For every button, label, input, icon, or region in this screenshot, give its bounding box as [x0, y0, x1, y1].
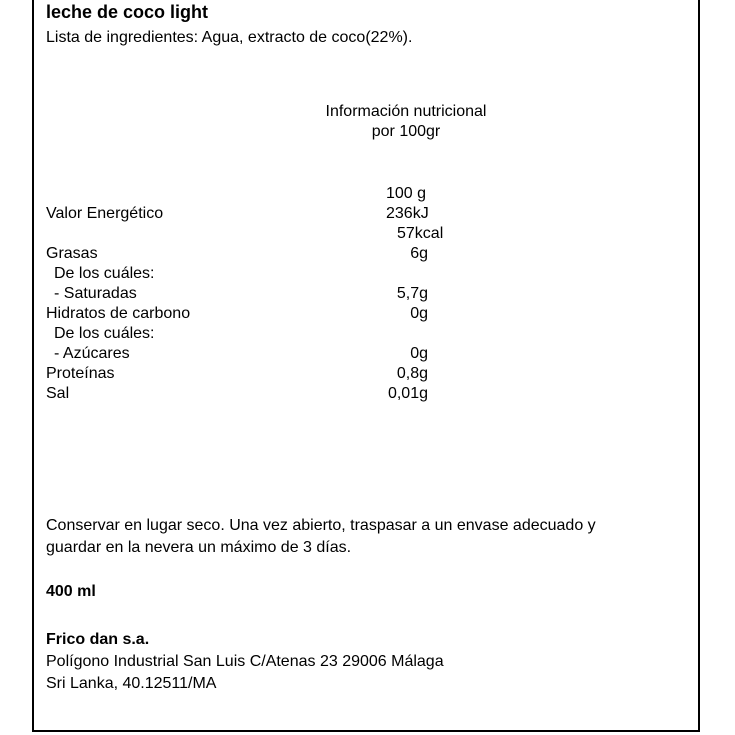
product-volume: 400 ml — [46, 583, 96, 600]
product-label — [32, 0, 700, 732]
nutrient-label: - Saturadas — [54, 285, 137, 302]
energy-kj-value: 236kJ — [386, 205, 429, 222]
nutrient-label: Sal — [46, 385, 70, 402]
storage-instructions: Conservar en lugar seco. Una vez abierto, traspasar a un envase adecuado y — [46, 517, 596, 534]
product-title: leche de coco light — [46, 2, 209, 22]
company-name: Frico dan s.a. — [46, 631, 150, 648]
nutrient-value: 0g — [410, 305, 428, 322]
energy-kcal-value: 57kcal — [397, 225, 444, 242]
nutrition-heading: Información nutricional — [325, 103, 487, 120]
company-origin: Sri Lanka, 40.12511/MA — [46, 675, 217, 692]
nutrient-value: 5,7g — [396, 285, 428, 302]
nutrient-value: 6g — [410, 245, 428, 262]
energy-label: Valor Energético — [46, 205, 164, 222]
nutrient-sublabel: De los cuáles: — [54, 325, 155, 342]
nutrient-label: - Azúcares — [54, 345, 130, 362]
nutrition-subheading: por 100gr — [371, 123, 441, 140]
nutrient-value: 0,01g — [387, 385, 428, 402]
nutrient-label: Proteínas — [46, 365, 115, 382]
nutrition-column-header: 100 g — [386, 185, 427, 202]
storage-instructions-cont: guardar en la nevera un máximo de 3 días. — [46, 539, 352, 556]
nutrient-label: Grasas — [46, 245, 98, 262]
nutrient-label: Hidratos de carbono — [46, 305, 191, 322]
nutrient-sublabel: De los cuáles: — [54, 265, 155, 282]
nutrient-value: 0,8g — [396, 365, 428, 382]
company-address: Polígono Industrial San Luis C/Atenas 23 29006 Málaga — [46, 653, 444, 670]
nutrient-value: 0g — [410, 345, 428, 362]
ingredients-list: Lista de ingredientes: Agua, extracto de coco(22%). — [46, 29, 413, 46]
